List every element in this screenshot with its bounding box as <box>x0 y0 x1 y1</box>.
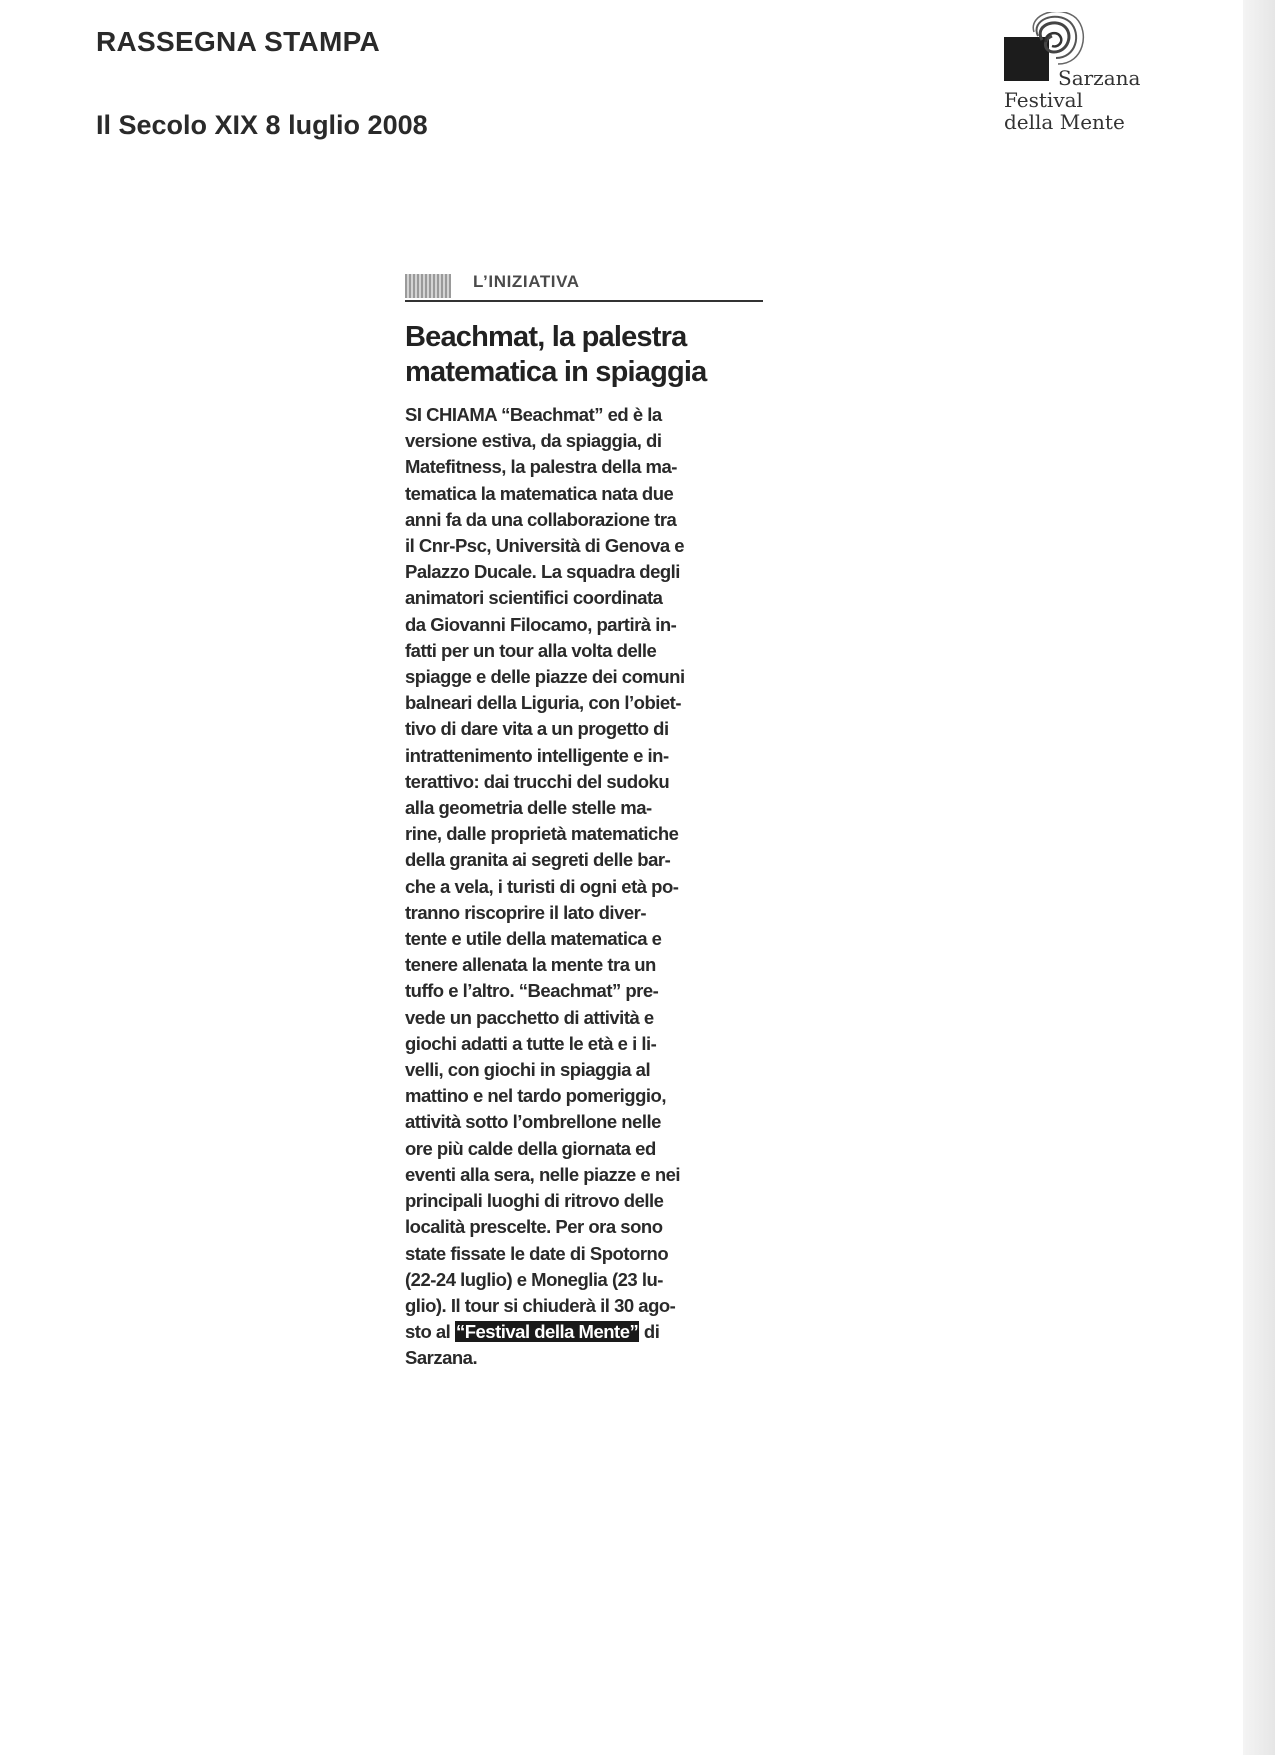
body-line: spiagge e delle piazze dei comuni <box>405 666 685 688</box>
body-line: anni fa da una collaborazione tra <box>405 508 677 530</box>
logo-text-festival: Festival <box>1004 88 1083 112</box>
body-line: tente e utile della matematica e <box>405 928 662 950</box>
body-line: intrattenimento intelligente e in- <box>405 744 669 766</box>
headline-line: Beachmat, la palestra <box>405 321 687 353</box>
scan-edge-shadow <box>1243 0 1275 1755</box>
logo-text-della-mente: della Mente <box>1004 110 1125 134</box>
festival-logo <box>1004 12 1164 142</box>
closing-prefix: sto al <box>405 1321 455 1343</box>
body-line: Matefitness, la palestra della ma- <box>405 456 677 478</box>
body-line: da Giovanni Filocamo, partirà in- <box>405 613 677 635</box>
body-line: (22-24 luglio) e Moneglia (23 lu- <box>405 1268 663 1290</box>
logo-text-sarzana: Sarzana <box>1058 66 1141 90</box>
body-line: velli, con giochi in spiaggia al <box>405 1059 651 1081</box>
headline-line: matematica in spiaggia <box>405 356 707 388</box>
body-line: tuffo e l’altro. “Beachmat” pre- <box>405 980 659 1002</box>
body-line: ore più calde della giornata ed <box>405 1137 656 1159</box>
body-line: tivo di dare vita a un progetto di <box>405 718 669 740</box>
body-line: balneari della Liguria, con l’obiet- <box>405 692 681 714</box>
body-line: fatti per un tour alla volta delle <box>405 639 657 661</box>
press-source: Il Secolo XIX 8 luglio 2008 <box>96 110 428 140</box>
body-line: principali luoghi di ritrovo delle <box>405 1190 664 1212</box>
closing-suffix: di <box>639 1321 660 1343</box>
body-line-closing <box>405 1319 763 1345</box>
body-line: SI CHIAMA “Beachmat” ed è la <box>405 404 662 425</box>
festival-highlight: “Festival della Mente” <box>455 1321 639 1343</box>
body-line: vede un pacchetto di attività e <box>405 1006 654 1028</box>
body-line: alla geometria delle stelle ma- <box>405 797 652 819</box>
body-line: Sarzana. <box>405 1347 478 1369</box>
body-line: che a vela, i turisti di ogni età po- <box>405 875 679 897</box>
article-body <box>405 402 763 1372</box>
body-line: tematica la matematica nata due <box>405 482 674 504</box>
kicker-pattern-block <box>405 274 451 298</box>
body-line: località prescelte. Per ora sono <box>405 1216 663 1238</box>
page-title: RASSEGNA STAMPA <box>96 26 380 57</box>
body-line: glio). Il tour si chiuderà il 30 ago- <box>405 1294 676 1316</box>
body-line: attività sotto l’ombrellone nelle <box>405 1111 661 1133</box>
article-headline <box>405 320 763 390</box>
body-line: il Cnr-Psc, Università di Genova e <box>405 535 685 557</box>
body-line: eventi alla sera, nelle piazze e nei <box>405 1163 681 1185</box>
body-line: animatori scientifici coordinata <box>405 587 663 609</box>
body-line: state fissate le date di Spotorno <box>405 1242 669 1264</box>
body-line: giochi adatti a tutte le età e i li- <box>405 1032 657 1054</box>
article-clipping <box>405 268 763 1372</box>
body-line: tranno riscoprire il lato diver- <box>405 901 647 923</box>
article-kicker: L’INIZIATIVA <box>473 272 580 291</box>
body-line: tenere allenata la mente tra un <box>405 954 656 976</box>
body-line: terattivo: dai trucchi del sudoku <box>405 770 670 792</box>
article-kicker-bar <box>405 268 763 302</box>
body-line: rine, dalle proprietà matematiche <box>405 823 679 845</box>
body-line: mattino e nel tardo pomeriggio, <box>405 1085 666 1107</box>
body-line: Palazzo Ducale. La squadra degli <box>405 561 680 583</box>
body-line: versione estiva, da spiaggia, di <box>405 430 662 452</box>
body-line: della granita ai segreti delle bar- <box>405 849 671 871</box>
